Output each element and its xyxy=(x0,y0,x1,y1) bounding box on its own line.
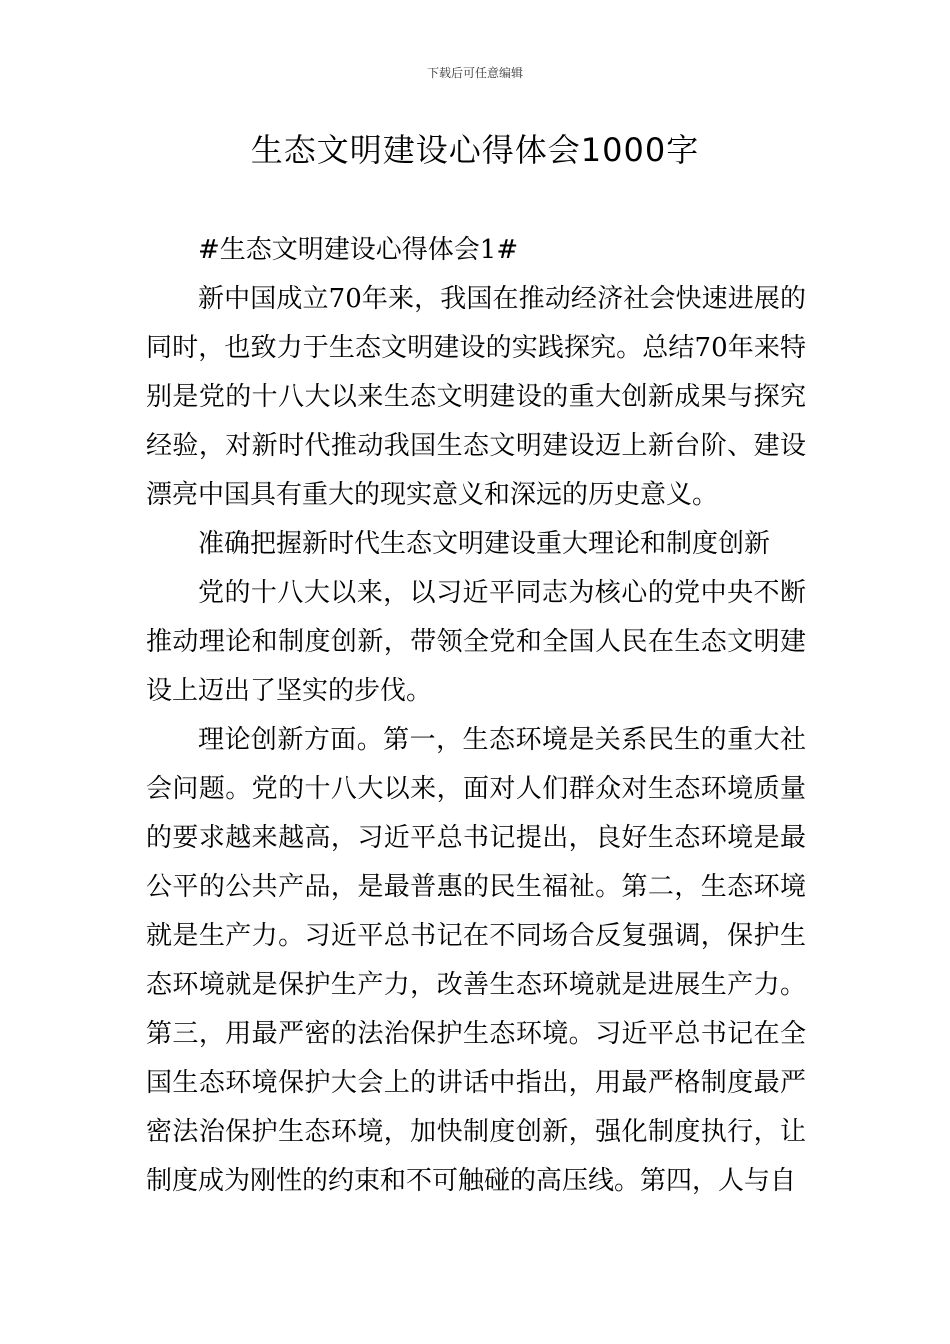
paragraph: 党的十八大以来，以习近平同志为核心的党中央不断推动理论和制度创新，带领全党和全国人民在生态文明建设上迈出了坚实的步伐。 xyxy=(146,578,806,706)
paragraph: 理论创新方面。第一，生态环境是关系民生的重大社会问题。党的十八大以来，面对人们群众对生态环境质量的要求越来越高，习近平总书记提出，良好生态环境是最公平的公共产品，是最普惠的民生福祉。第二，生态环境就是生产力。习近平总书记在不同场合反复强调，保护生态环境就是保护生产力，改善生态环境就是进展生产力。第三，用最严密的法治保护生态环境。习近平总书记在全国生态环境保护大会上的讲话中指出，用最严格制度最严密法治保护生态环境，加快制度创新，强化制度执行，让制度成为刚性的约束和不可触碰的高压线。第四，人与自 xyxy=(146,725,806,1196)
document-body xyxy=(146,226,806,1206)
page-title: 生态文明建设心得体会1000字 xyxy=(250,131,700,169)
paragraph-subheading: 准确把握新时代生态文明建设重大理论和制度创新 xyxy=(198,529,771,559)
paragraph-section-heading: #生态文明建设心得体会1# xyxy=(198,235,519,265)
header-note: 下载后可任意编辑 xyxy=(426,66,523,80)
paragraph: 新中国成立70年来，我国在推动经济社会快速进展的同时，也致力于生态文明建设的实践探究。总结70年来特别是党的十八大以来生态文明建设的重大创新成果与探究经验，对新时代推动我国生态文明建设迈上新台阶、建设漂亮中国具有重大的现实意义和深远的历史意义。 xyxy=(146,284,806,510)
